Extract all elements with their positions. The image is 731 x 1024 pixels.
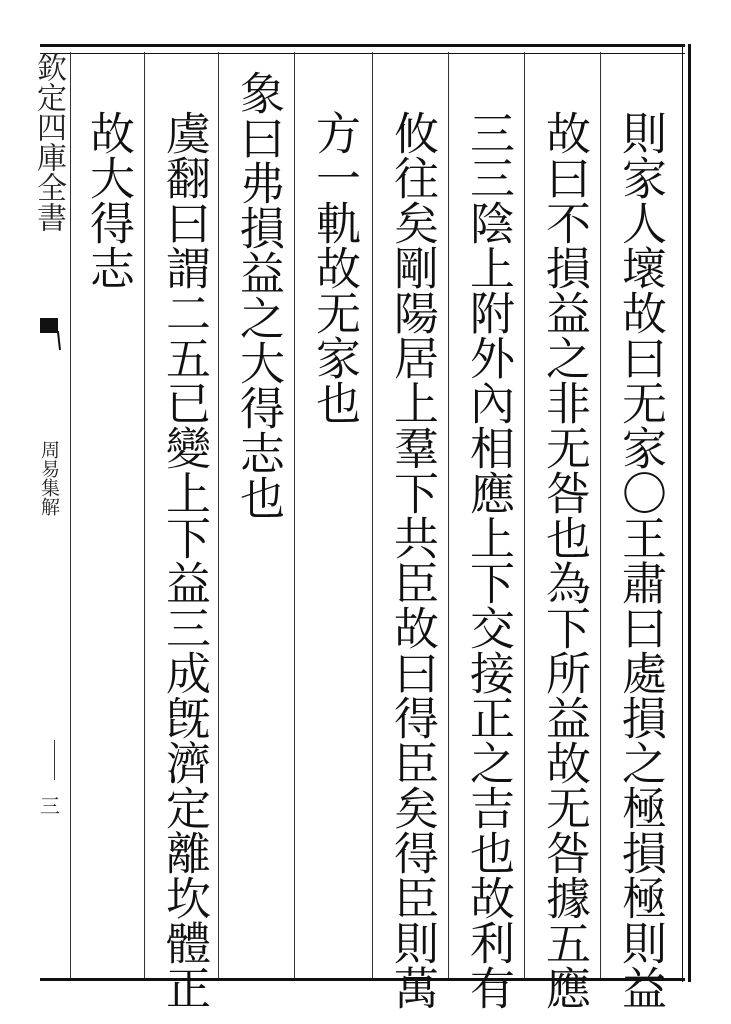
book-title: 周易集解 [38,440,60,516]
column-rule [448,52,449,978]
folio-number: 三 [40,794,60,818]
text-column-4: 攸往矣剛陽居上羣下共臣故曰得臣矣得臣則萬 [386,110,439,1010]
text-column-1: 則家人壞故曰无家〇王肅曰處損之極損極則益 [614,110,667,1010]
text-column-3: 三三陰上附外內相應上下交接正之吉也故利有 [462,110,515,1010]
column-rule [600,52,601,978]
folio-divider [54,740,55,780]
text-column-2: 故曰不損益之非无咎也為下所益故无咎據五應 [538,110,591,1010]
column-rule [372,52,373,978]
fish-tail-mark-icon [38,316,62,352]
frame-top-border [40,44,685,54]
column-rule [218,52,219,978]
frame-right-border [682,44,691,982]
text-column-7: 虞翻曰謂二五已變上下益三成旣濟定離坎體正 [158,110,211,1010]
margin-header: 欽定四庫全書 [31,52,66,232]
text-column-8: 故大得志 [82,110,135,290]
column-rule [524,52,525,978]
text-column-6: 象曰弗損益之大得志也 [232,70,285,520]
column-rule [144,52,145,978]
text-column-5: 方一軌故无家也 [308,110,361,425]
column-rule [70,52,71,978]
column-rule [294,52,295,978]
